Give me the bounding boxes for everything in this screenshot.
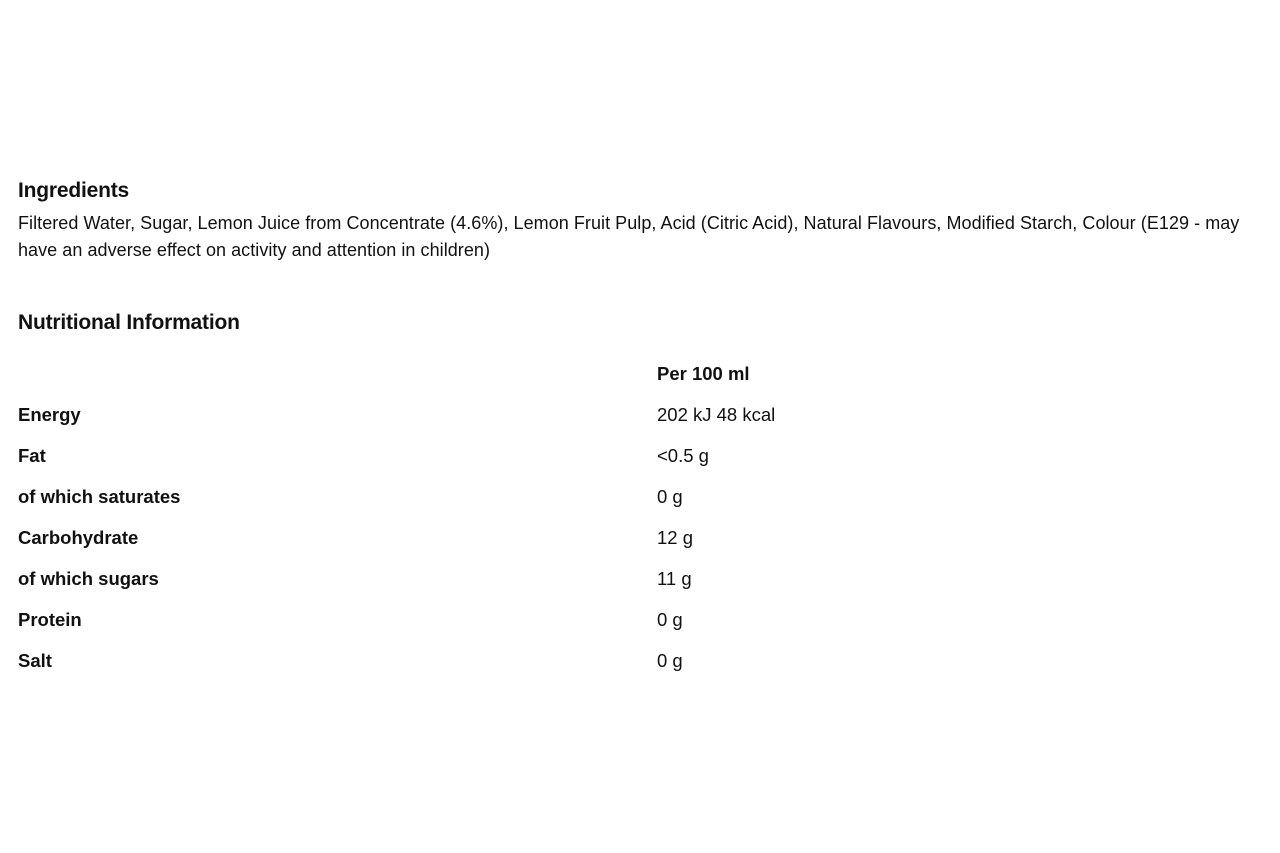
nutrient-label: Energy <box>18 403 81 425</box>
table-row <box>18 394 775 435</box>
nutrient-label: Salt <box>18 649 52 671</box>
table-row <box>18 435 775 476</box>
nutrition-header-blank <box>18 353 657 394</box>
nutrient-value: 0 g <box>657 485 683 507</box>
table-row <box>18 640 775 681</box>
nutrition-column-header: Per 100 ml <box>657 362 750 384</box>
table-row <box>18 599 775 640</box>
nutrient-value: <0.5 g <box>657 444 709 466</box>
table-row <box>18 476 775 517</box>
nutrient-value: 0 g <box>657 649 683 671</box>
nutrient-value: 12 g <box>657 526 694 548</box>
nutrient-label: of which sugars <box>18 567 159 589</box>
nutrient-label: Fat <box>18 444 46 466</box>
nutrient-value: 202 kJ 48 kcal <box>657 403 776 425</box>
ingredients-heading: Ingredients <box>18 179 129 202</box>
nutrient-label: Protein <box>18 608 82 630</box>
table-row <box>18 517 775 558</box>
nutrient-label: of which saturates <box>18 485 181 507</box>
nutrition-table <box>18 353 775 681</box>
product-info <box>18 178 1276 681</box>
nutrition-header-row <box>18 353 775 394</box>
nutrient-label: Carbohydrate <box>18 526 139 548</box>
ingredients-text: Filtered Water, Sugar, Lemon Juice from Concentrate (4.6%), Lemon Fruit Pulp, Acid (Citric Acid), Natural Flavours, Modified Starch, Colour (E129 - may have an adverse effect on activity and attention in children) <box>18 213 1240 260</box>
nutrition-heading: Nutritional Information <box>18 311 240 334</box>
table-row <box>18 558 775 599</box>
nutrient-value: 11 g <box>657 567 692 589</box>
nutrient-value: 0 g <box>657 608 683 630</box>
